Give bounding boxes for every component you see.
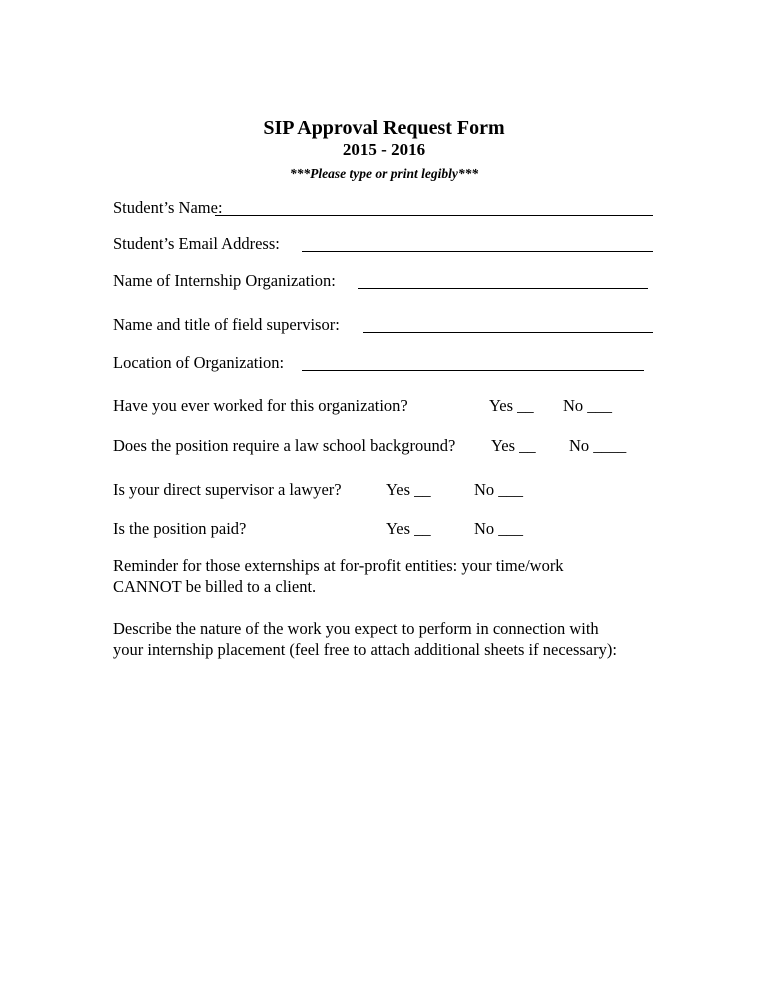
organization-name-label: Name of Internship Organization: bbox=[113, 271, 336, 290]
worked-before-no[interactable]: No ___ bbox=[563, 396, 613, 415]
form-title: SIP Approval Request Form bbox=[263, 117, 505, 139]
question-law-background: Does the position require a law school background? bbox=[113, 436, 456, 455]
supervisor-lawyer-yes[interactable]: Yes __ bbox=[386, 480, 431, 499]
position-paid-yes[interactable]: Yes __ bbox=[386, 519, 431, 538]
describe-line-2: your internship placement (feel free to attach additional sheets if necessary): bbox=[113, 640, 617, 659]
students-email-label: Student’s Email Address: bbox=[113, 234, 280, 253]
organization-location-field[interactable] bbox=[302, 370, 644, 371]
form-year: 2015 - 2016 bbox=[342, 140, 426, 159]
students-name-label: Student’s Name: bbox=[113, 198, 223, 217]
reminder-line-2: CANNOT be billed to a client. bbox=[113, 577, 317, 596]
question-supervisor-lawyer: Is your direct supervisor a lawyer? bbox=[113, 480, 342, 499]
describe-line-1: Describe the nature of the work you expect to perform in connection with bbox=[113, 619, 599, 638]
field-supervisor-label: Name and title of field supervisor: bbox=[113, 315, 340, 334]
field-supervisor-field[interactable] bbox=[363, 332, 653, 333]
students-name-field[interactable] bbox=[215, 215, 653, 216]
question-worked-before: Have you ever worked for this organization? bbox=[113, 396, 408, 415]
supervisor-lawyer-no[interactable]: No ___ bbox=[474, 480, 524, 499]
reminder-line-1: Reminder for those externships at for-profit entities: your time/work bbox=[113, 556, 564, 575]
organization-name-field[interactable] bbox=[358, 288, 648, 289]
law-background-no[interactable]: No ____ bbox=[569, 436, 627, 455]
students-email-field[interactable] bbox=[302, 251, 653, 252]
position-paid-no[interactable]: No ___ bbox=[474, 519, 524, 538]
law-background-yes[interactable]: Yes __ bbox=[491, 436, 536, 455]
instruction: ***Please type or print legibly*** bbox=[289, 166, 479, 181]
worked-before-yes[interactable]: Yes __ bbox=[489, 396, 534, 415]
organization-location-label: Location of Organization: bbox=[113, 353, 285, 372]
question-position-paid: Is the position paid? bbox=[113, 519, 247, 538]
